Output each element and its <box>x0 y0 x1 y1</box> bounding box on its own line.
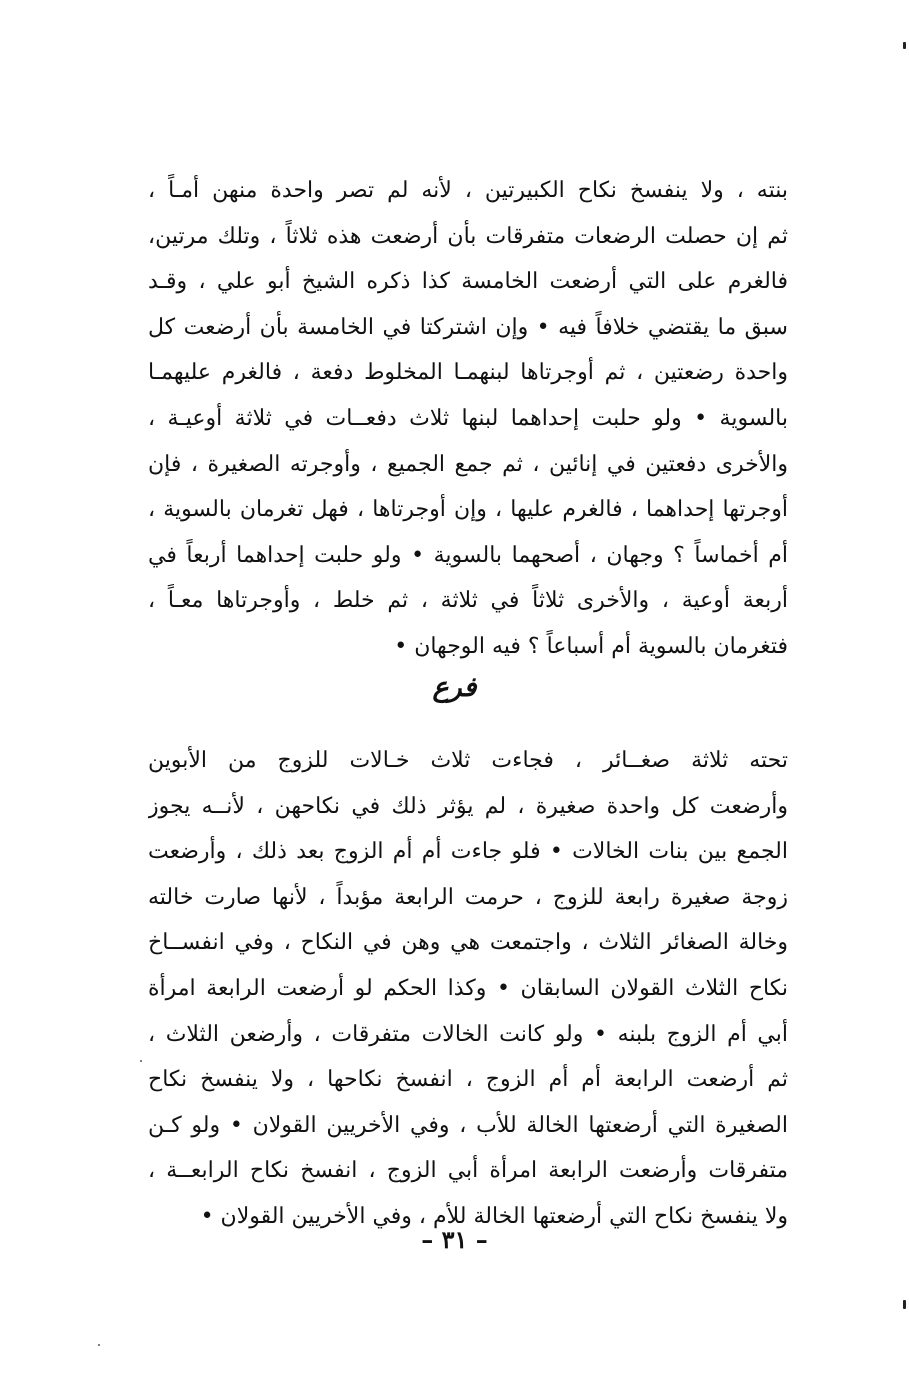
text-line: سبق ما يقتضي خلافاً فيه • وإن اشتركتا في الخامسة بأن أرضعت كل <box>148 314 788 340</box>
text-line: أم أخماساً ؟ وجهان ، أصحهما بالسوية • ولو حلبت إحداهما أربعاً في <box>148 542 788 568</box>
text-line: أبي أم الزوج بلبنه • ولو كانت الخالات متفرقات ، وأرضعن الثلاث ، <box>148 1021 788 1047</box>
text-line: أوجرتها إحداهما ، فالغرم عليها ، وإن أوجرتاها ، فهل تغرمان بالسوية ، <box>148 497 788 523</box>
text-line: بالسوية • ولو حلبت إحداهما لبنها ثلاث دفعــات في ثلاثة أوعيـة ، <box>148 405 788 431</box>
text-line: فتغرمان بالسوية أم أسباعاً ؟ فيه الوجهان • <box>394 633 788 659</box>
text-line: ثم إن حصلت الرضعات متفرقات بأن أرضعت هذه ثلاثاً ، وتلك مرتين، <box>148 223 788 249</box>
text-line: ولا ينفسخ نكاح التي أرضعتها الخالة للأم ، وفي الأخريين القولان • <box>200 1203 788 1229</box>
page-number: – ٣١ – <box>421 1225 488 1254</box>
section-heading: فرع <box>432 672 477 703</box>
text-line: ثم أرضعت الرابعة أم أم الزوج ، انفسخ نكاحها ، ولا ينفسخ نكاح <box>148 1067 788 1093</box>
text-line: الصغيرة التي أرضعتها الخالة للأب ، وفي الأخريين القولان • ولو كـن <box>148 1112 788 1138</box>
text-line: وأرضعت كل واحدة صغيرة ، لم يؤثر ذلك في نكاحهن ، لأنــه يجوز <box>148 793 788 819</box>
paragraph-far <box>148 738 788 1240</box>
text-line: والأخرى دفعتين في إنائين ، ثم جمع الجميع ، وأوجرته الصغيرة ، فإن <box>148 451 788 477</box>
text-line: بنته ، ولا ينفسخ نكاح الكبيرتين ، لأنه لم تصر واحدة منهن أمـاً ، <box>148 178 788 203</box>
text-line: زوجة صغيرة رابعة للزوج ، حرمت الرابعة مؤبداً ، لأنها صارت خالته <box>148 884 788 910</box>
text-line: أربعة أوعية ، والأخرى ثلاثاً في ثلاثة ، ثم خلط ، وأوجرتاها معـاً ، <box>148 588 788 614</box>
scan-speck <box>140 1060 142 1062</box>
scan-edge-mark <box>903 42 906 49</box>
paragraph-continuation <box>148 168 788 670</box>
text-line: الجمع بين بنات الخالات • فلو جاءت أم أم الزوج بعد ذلك ، وأرضعت <box>148 839 788 865</box>
text-line: واحدة رضعتين ، ثم أوجرتاها لبنهمـا المخلوط دفعة ، فالغرم عليهمـا <box>148 360 788 386</box>
text-line: متفرقات وأرضعت الرابعة امرأة أبي الزوج ، انفسخ نكاح الرابعــة ، <box>148 1158 788 1184</box>
text-line: وخالة الصغائر الثلاث ، واجتمعت هي وهن في النكاح ، وفي انفســاخ <box>148 930 788 956</box>
text-line: فالغرم على التي أرضعت الخامسة كذا ذكره الشيخ أبو علي ، وقـد <box>148 269 788 295</box>
text-line: نكاح الثلاث القولان السابقان • وكذا الحكم لو أرضعت الرابعة امرأة <box>148 975 788 1001</box>
scan-speck <box>98 1344 100 1346</box>
scan-edge-mark <box>903 1300 906 1309</box>
text-line: تحته ثلاثة صغــائر ، فجاءت ثلاث خـالات للزوج من الأبوين <box>148 748 788 773</box>
